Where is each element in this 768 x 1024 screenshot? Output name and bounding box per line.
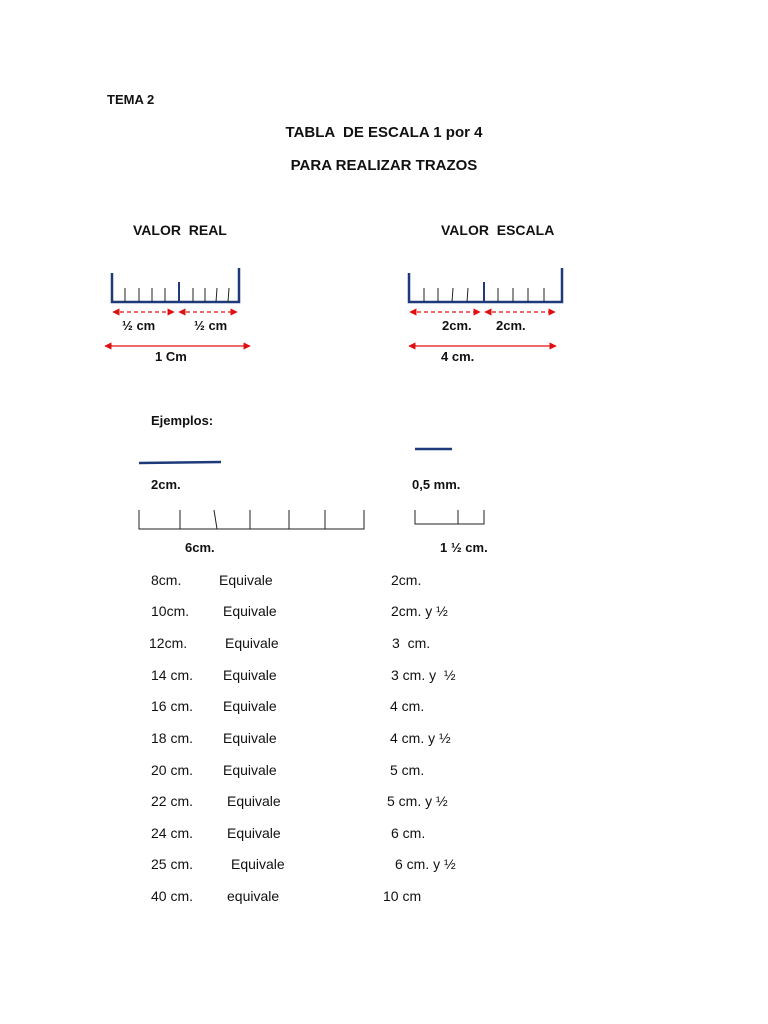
scale-value: 4 cm. y ½ (390, 730, 451, 746)
real-value: 25 cm. (151, 856, 194, 872)
equivale-word: Equivale (227, 793, 281, 809)
ruler-1-5cm (415, 510, 484, 524)
equivale-word: Equivale (223, 698, 277, 714)
real-half-right-label: ½ cm (194, 318, 228, 333)
scale-value: 10 cm (383, 888, 422, 904)
equivale-word: equivale (227, 888, 280, 904)
scale-value: 3 cm. y ½ (391, 667, 456, 683)
scale-value: 2cm. (391, 572, 422, 588)
real-half-left-label: ½ cm (122, 318, 156, 333)
equivale-word: Equivale (223, 730, 277, 746)
valor-real-heading: VALOR REAL (133, 222, 227, 238)
ejemplos-heading: Ejemplos: (151, 413, 214, 428)
equivale-word: Equivale (223, 603, 277, 619)
example-2cm-label: 2cm. (151, 477, 181, 492)
scale-value: 3 cm. (392, 635, 431, 651)
equivale-word: Equivale (225, 635, 279, 651)
equivale-word: Equivale (223, 667, 277, 683)
escala-total-label: 4 cm. (441, 349, 475, 364)
real-value: 22 cm. (151, 793, 194, 809)
scale-value: 4 cm. (390, 698, 425, 714)
tema-label: TEMA 2 (107, 92, 155, 107)
valor-escala-heading: VALOR ESCALA (441, 222, 555, 238)
scale-value: 5 cm. y ½ (387, 793, 448, 809)
escala-half-left-label: 2cm. (442, 318, 472, 333)
example-line-2cm (139, 462, 221, 463)
real-ruler (112, 268, 239, 302)
scale-value: 6 cm. (391, 825, 426, 841)
equivale-word: Equivale (227, 825, 281, 841)
escala-arrows (409, 312, 556, 346)
real-value: 20 cm. (151, 762, 194, 778)
equivale-word: Equivale (223, 762, 277, 778)
ruler-6cm (139, 510, 364, 529)
equivale-word: Equivale (219, 572, 273, 588)
scale-value: 5 cm. (390, 762, 425, 778)
real-total-label: 1 Cm (155, 349, 187, 364)
title-line-1: TABLA DE ESCALA 1 por 4 (285, 124, 483, 141)
equivale-word: Equivale (231, 856, 285, 872)
example-1-5cm-label: 1 ½ cm. (440, 540, 488, 555)
example-6cm-label: 6cm. (185, 540, 215, 555)
real-value: 14 cm. (151, 667, 194, 683)
title-line-2: PARA REALIZAR TRAZOS (290, 157, 478, 174)
scale-value: 6 cm. y ½ (395, 856, 456, 872)
scale-value: 2cm. y ½ (391, 603, 448, 619)
escala-ruler (409, 268, 562, 302)
escala-half-right-label: 2cm. (496, 318, 526, 333)
real-value: 40 cm. (151, 888, 194, 904)
real-value: 18 cm. (151, 730, 194, 746)
example-05mm-label: 0,5 mm. (412, 477, 461, 492)
real-value: 16 cm. (151, 698, 194, 714)
real-value: 12cm. (149, 635, 188, 651)
real-value: 24 cm. (151, 825, 194, 841)
real-value: 10cm. (151, 603, 190, 619)
real-value: 8cm. (151, 572, 182, 588)
